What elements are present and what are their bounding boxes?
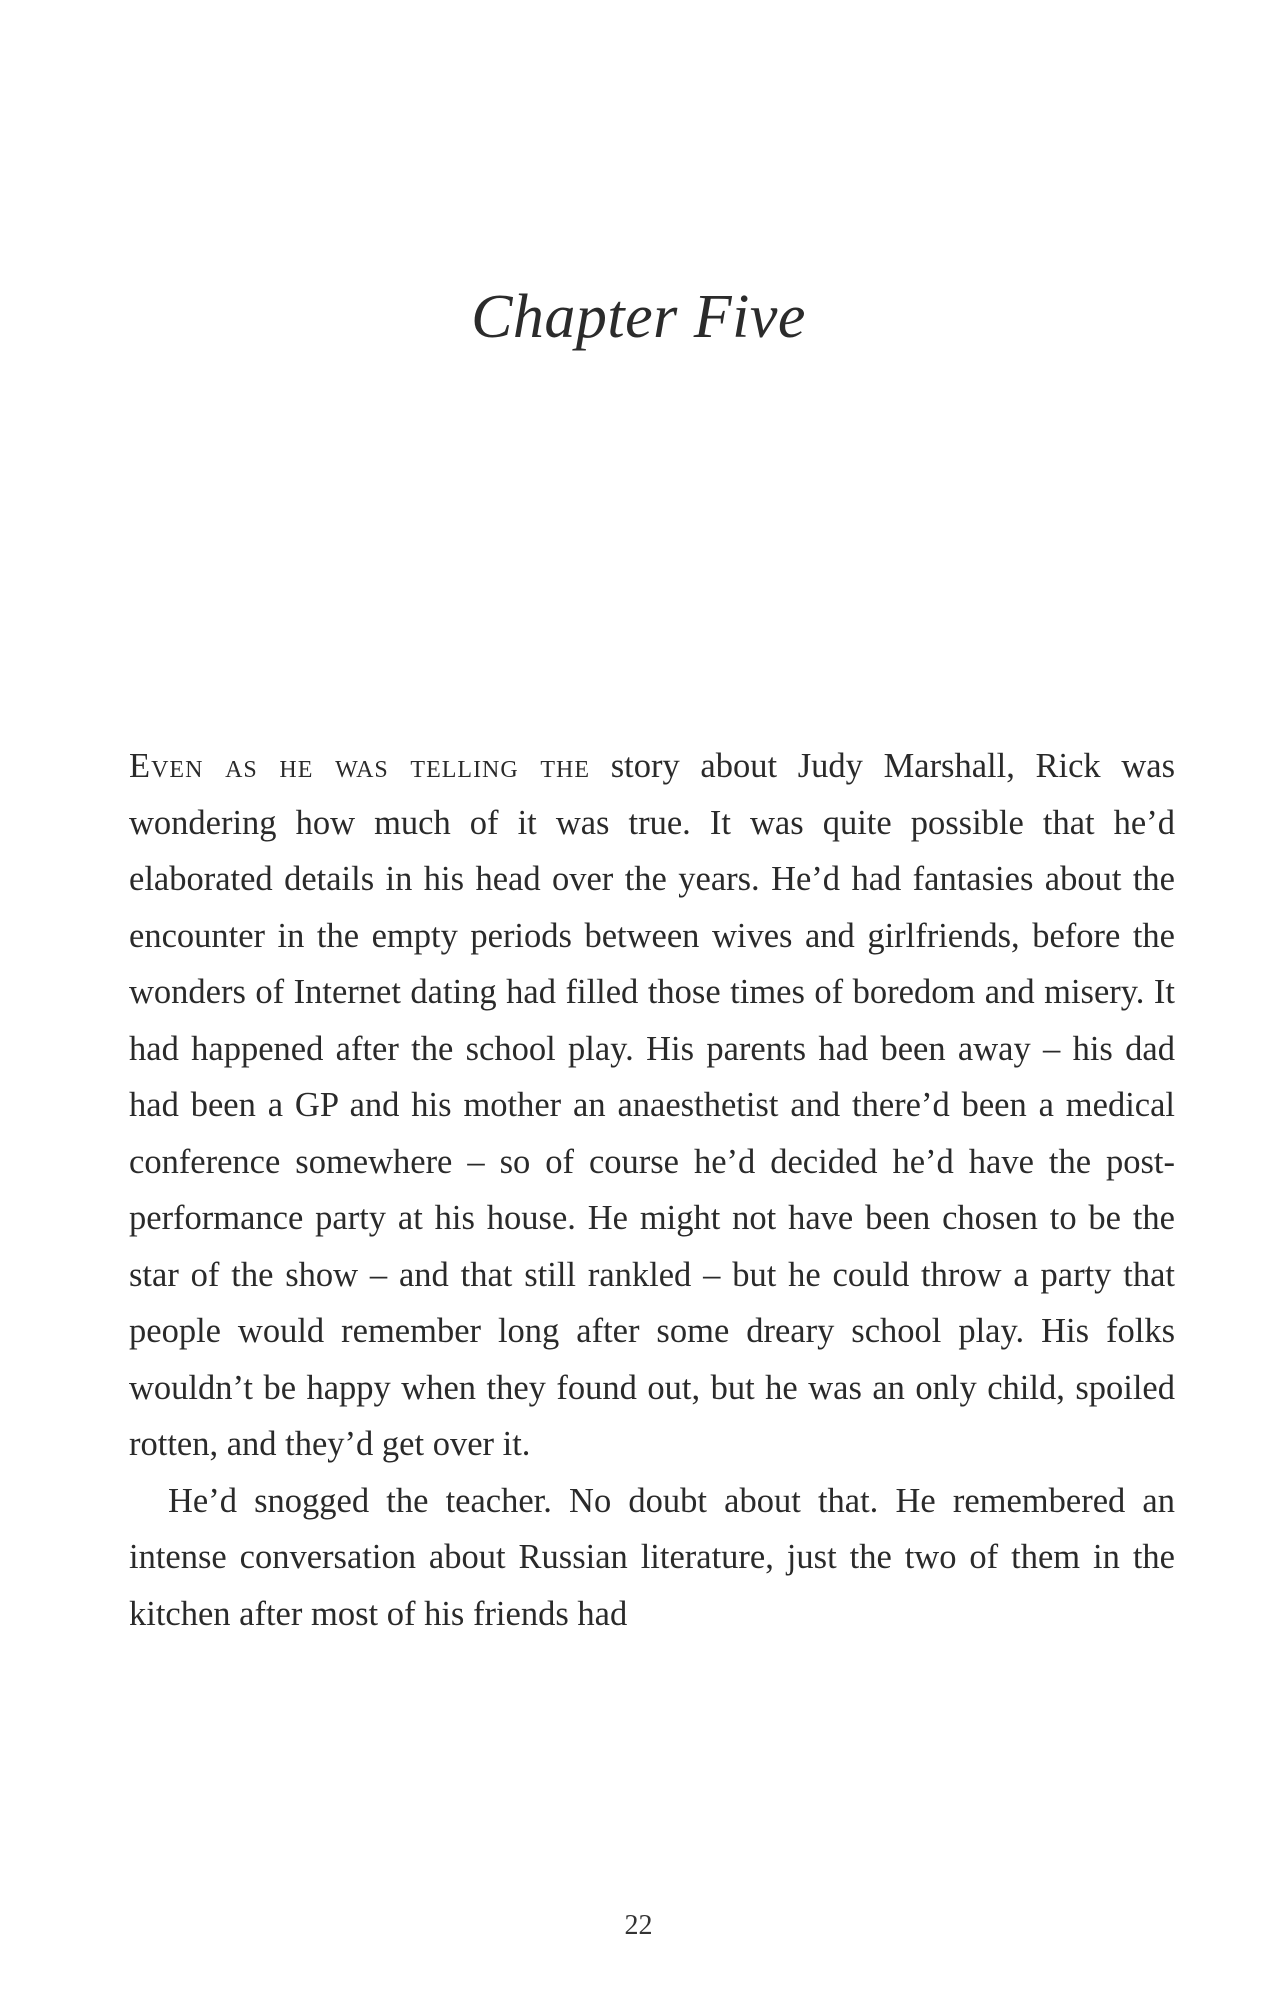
page-number: 22 (624, 1910, 653, 1941)
paragraph-1-text: story about Judy Marshall, Rick was wondering how much of it was true. It was quite possible that he’d elaborated details in his head over the years. He’d had fantasies about the encounter in the empty periods between wives and girlfriends, before the wonders of Internet dating had filled those times of boredom and misery. It had happened after the school play. His parents had been away – his dad had been a GP and his mother an anaesthetist and there’d been a medical conference somewhere – so of course he’d decided he’d have the post-performance party at his house. He might not have been chosen to be the star of the show – and that still rankled – but he could throw a party that people would remember long after some dreary school play. His folks wouldn’t be happy when they found out, but he was an only child, spoiled rotten, and they’d get over it. (129, 747, 1175, 1463)
chapter-body (129, 738, 1175, 1642)
paragraph-lead-in: Even as he was telling the (129, 747, 591, 785)
chapter-title: Chapter Five (471, 283, 806, 351)
paragraph-2: He’d snogged the teacher. No doubt about that. He remembered an intense conversation about Russian literature, just the two of them in the kitchen after most of his friends had (129, 1481, 1175, 1633)
paragraph-1 (129, 738, 1175, 1473)
